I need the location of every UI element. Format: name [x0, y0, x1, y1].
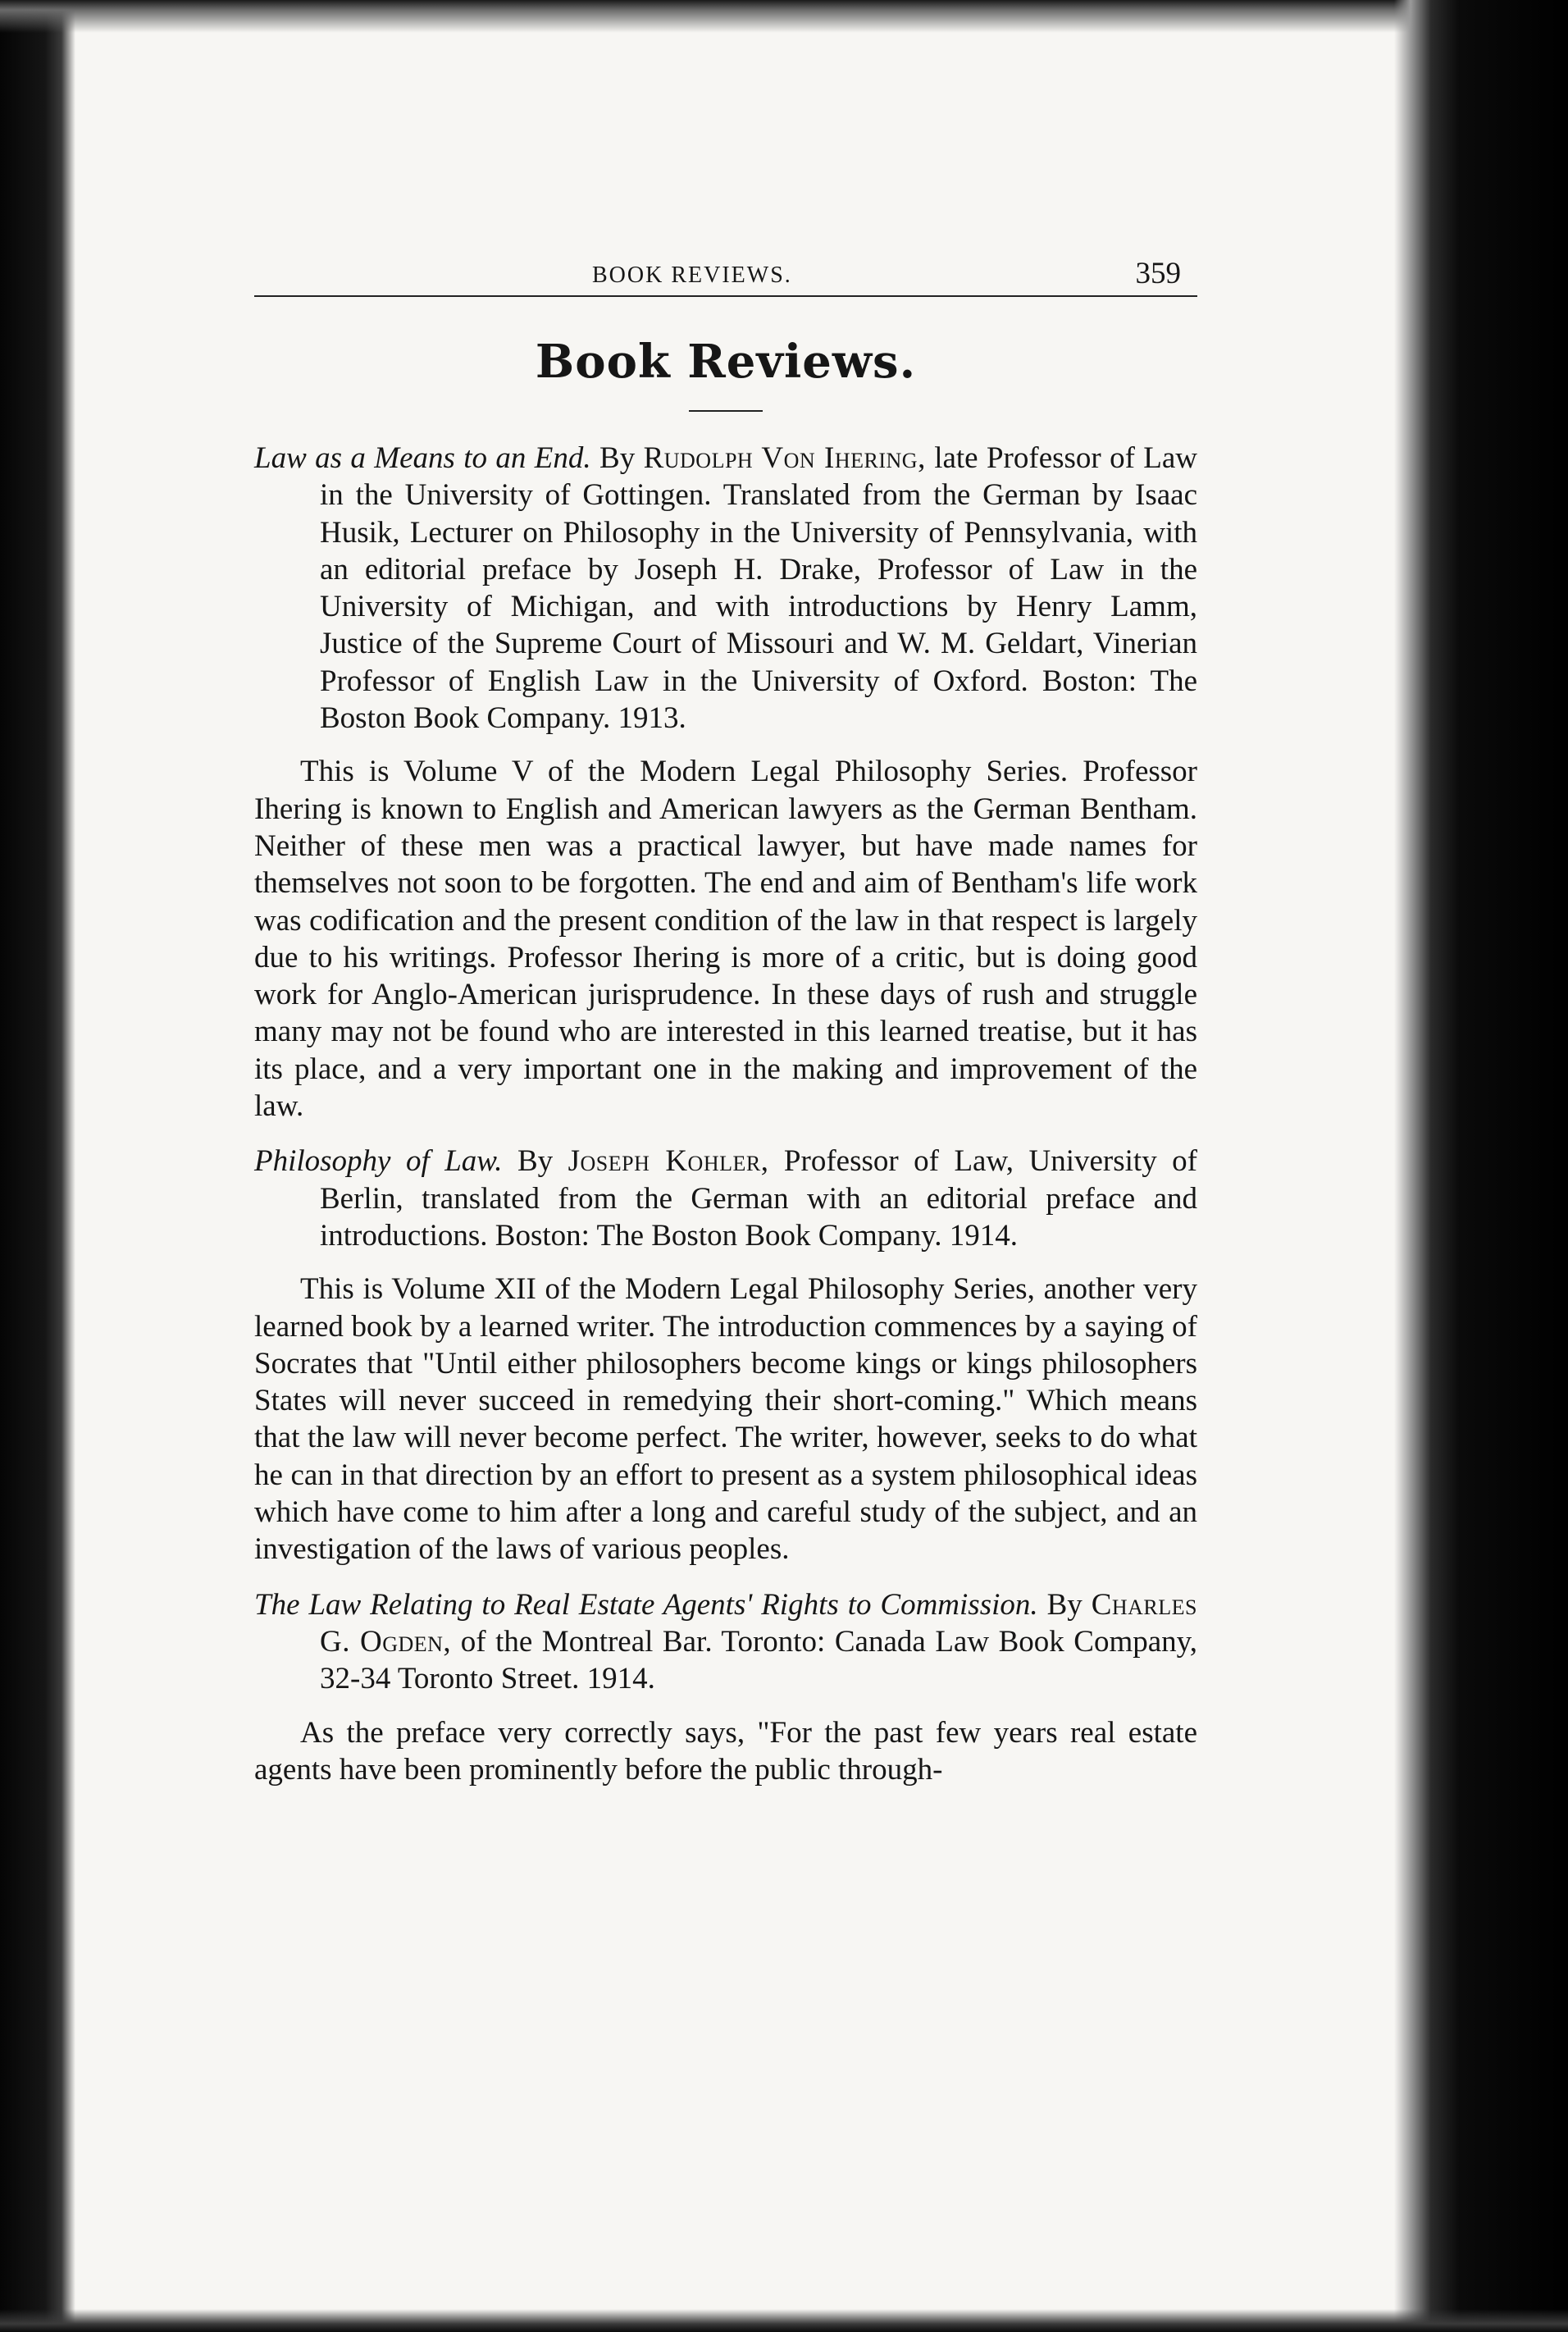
by-label: By: [599, 441, 636, 475]
book-title: Philosophy of Law.: [254, 1144, 503, 1179]
scan-top-edge: [0, 0, 1568, 33]
title-rule: [689, 410, 763, 412]
review-entry: [254, 440, 1197, 1125]
book-citation: [254, 1586, 1197, 1698]
book-citation: [254, 440, 1197, 737]
review-entry: [254, 1143, 1197, 1568]
book-details: of the Montreal Bar. Toronto: Canada Law Book Company, 32-34 Toronto Street. 1914.: [320, 1624, 1198, 1696]
section-title: Book Reviews.: [535, 335, 917, 389]
review-body: This is Volume V of the Modern Legal Philosophy Series. Professor Ihering is known to English and American lawyers as the German Bentham. Neither of these men was a practical lawyer, but have made names for themselves not soon to be forgotten. The end and aim of Bentham's life work was codification and the present condition of the law in that respect is largely due to his writings. Professor Ihering is more of a critic, but is doing good work for Anglo-American jurisprudence. In these days of rush and struggle many may not be found who are interested in this learned treatise, but it has its place, and a very important one in the making and improvement of the law.: [254, 755, 1197, 1124]
running-title: BOOK REVIEWS.: [592, 262, 792, 288]
by-label: By: [517, 1144, 554, 1179]
running-header: [254, 246, 1197, 297]
review-body: As the preface very correctly says, "For the past few years real estate agents have been prominently before the public through-: [254, 1715, 1197, 1787]
book-details: Professor of Law, University of Berlin, translated from the German with an editorial preface and introductions. Boston: The Boston Book Company. 1914.: [320, 1144, 1197, 1253]
book-page: [254, 246, 1197, 1806]
book-title: The Law Relating to Real Estate Agents' Rights to Commission.: [254, 1587, 1038, 1622]
book-citation: [254, 1143, 1197, 1254]
book-author: Joseph Kohler,: [567, 1144, 769, 1179]
book-title: Law as a Means to an End.: [254, 441, 591, 475]
book-details: late Professor of Law in the University of Gottingen. Translated from the German by Isaac Husik, Lecturer on Philosophy in the University of Pennsylvania, with an editorial preface by Joseph H. Drake, Professor of Law in the University of Michigan, and with introductions by Henry Lamm, Justice of the Supreme Court of Missouri and W. M. Geldart, Vinerian Professor of English Law in the University of Oxford. Boston: The Boston Book Company. 1913.: [320, 441, 1198, 736]
book-author: Charles G. Ogden,: [320, 1587, 1197, 1659]
review-body: This is Volume XII of the Modern Legal Philosophy Series, another very learned book by a learned writer. The introduction commences by a saying of Socrates that "Until either philosophers become kings or kings philosophers States will never succeed in remedying their short-coming." Which means that the law will never become perfect. The writer, however, seeks to do what he can in that direction by an effort to present as a system philosophical ideas which have come to him after a long and careful study of the subject, and an investigation of the laws of various peoples.: [254, 1272, 1197, 1567]
by-label: By: [1046, 1587, 1083, 1622]
book-author: Rudolph Von Ihering,: [643, 441, 926, 475]
page-number: 359: [1135, 257, 1181, 290]
scan-right-edge: [1394, 0, 1568, 2332]
review-entry: [254, 1586, 1197, 1788]
scan-bottom-edge: [0, 2309, 1568, 2332]
scan-left-edge: [0, 0, 75, 2332]
